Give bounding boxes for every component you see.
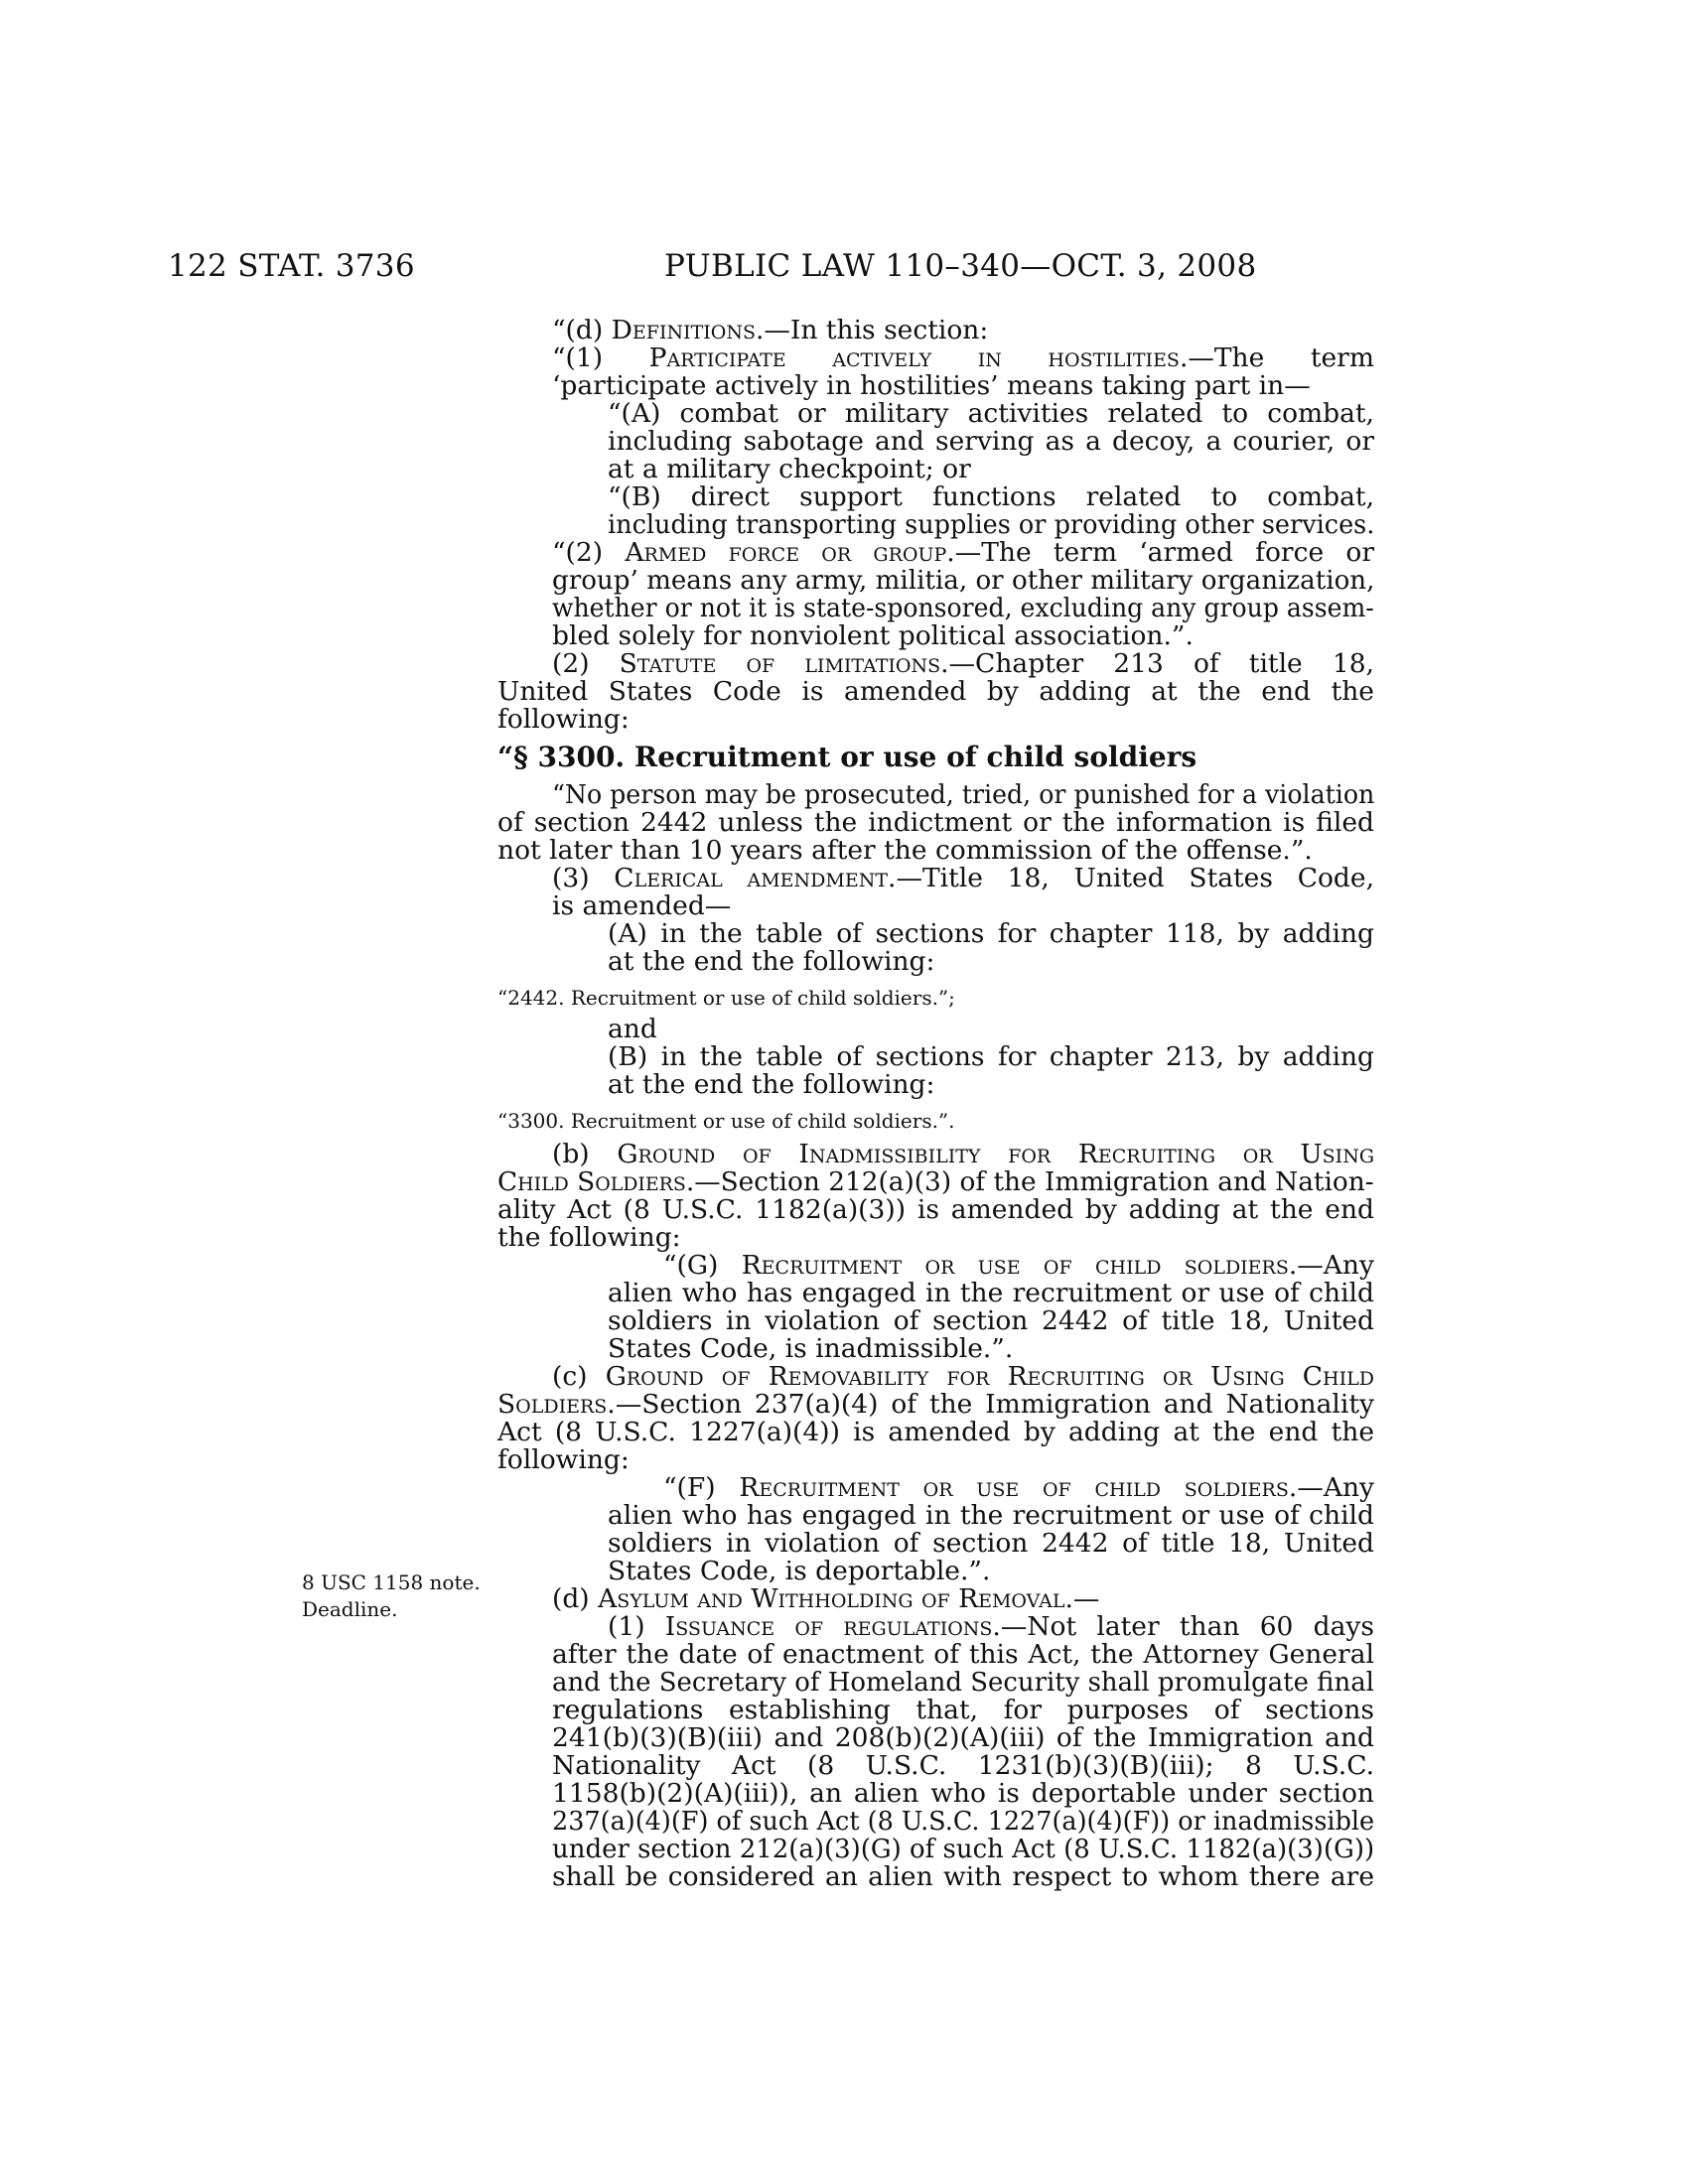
text-line: States Code, is inadmissible.”.: [608, 1333, 1014, 1364]
text-line: whether or not it is state-sponsored, excluding any group assem-: [552, 593, 1374, 623]
text-line: alien who has engaged in the recruitment or use of child: [608, 1278, 1374, 1308]
text-line: United States Code is amended by adding at the end the: [497, 676, 1374, 707]
text-line: ality Act (8 U.S.C. 1182(a)(3)) is amended by adding at the end: [497, 1194, 1374, 1225]
text-line: “No person may be prosecuted, tried, or punished for a violation: [552, 779, 1375, 810]
text-line: soldiers in violation of section 2442 of title 18, United: [608, 1305, 1374, 1336]
text-line: “(B) direct support functions related to combat,: [608, 481, 1374, 512]
text-line: (1) Issuance of regulations.—Not later than 60 days: [608, 1611, 1374, 1642]
text-line: (c) Ground of Removability for Recruiting or Using Child: [552, 1361, 1374, 1392]
text-line: at the end the following:: [608, 1069, 935, 1100]
text-line: Child Soldiers.—Section 212(a)(3) of the Immigration and Nation-: [497, 1166, 1374, 1197]
text-line: following:: [497, 1444, 630, 1475]
text-line: of section 2442 unless the indictment or the information is filed: [497, 807, 1374, 838]
text-line: (A) in the table of sections for chapter 118, by adding: [608, 918, 1374, 949]
text-line: bled solely for nonviolent political association.”.: [552, 620, 1194, 651]
text-line: group’ means any army, militia, or other military organization,: [552, 565, 1375, 596]
text-line: “(A) combat or military activities related to combat,: [608, 398, 1374, 429]
text-line: under section 212(a)(3)(G) of such Act (8 U.S.C. 1182(a)(3)(G)): [552, 1834, 1375, 1864]
text-line: Soldiers.—Section 237(a)(4) of the Immigration and Nationality: [497, 1389, 1374, 1420]
text-line: “(F) Recruitment or use of child soldiers.—Any: [663, 1472, 1374, 1503]
text-line: “(d) Definitions.—In this section:: [552, 315, 989, 345]
margin-note-usc: 8 USC 1158 note.: [302, 1570, 481, 1594]
text-line: soldiers in violation of section 2442 of title 18, United: [608, 1528, 1374, 1559]
text-line: shall be considered an alien with respect to whom there are: [552, 1861, 1374, 1892]
text-line: at the end the following:: [608, 946, 935, 977]
text-line: following:: [497, 704, 630, 735]
text-line: 237(a)(4)(F) of such Act (8 U.S.C. 1227(a)(4)(F)) or inadmissible: [552, 1806, 1375, 1837]
text-line: including transporting supplies or providing other services.: [608, 509, 1375, 540]
text-line: (b) Ground of Inadmissibility for Recruiting or Using: [552, 1139, 1374, 1169]
margin-note-deadline: Deadline.: [302, 1597, 398, 1621]
text-line: the following:: [497, 1222, 681, 1253]
text-line: “(G) Recruitment or use of child soldiers.—Any: [663, 1250, 1374, 1281]
table-entry: “2442. Recruitment or use of child soldiers.”;: [497, 986, 955, 1010]
text-line: and the Secretary of Homeland Security shall promulgate final: [552, 1667, 1374, 1698]
text-line: (2) Statute of limitations.—Chapter 213 of title 18,: [552, 648, 1374, 679]
text-line: 1158(b)(2)(A)(iii)), an alien who is deportable under section: [552, 1778, 1374, 1809]
text-line: not later than 10 years after the commission of the offense.”.: [497, 835, 1313, 866]
text-line: (d) Asylum and Withholding of Removal.—: [552, 1583, 1100, 1614]
page-running-title: PUBLIC LAW 110–340—OCT. 3, 2008: [664, 248, 1257, 284]
table-entry: “3300. Recruitment or use of child soldiers.”.: [497, 1109, 955, 1133]
text-line: and: [608, 1014, 657, 1044]
text-line: after the date of enactment of this Act, the Attorney General: [552, 1639, 1374, 1670]
text-line: including sabotage and serving as a decoy, a courier, or: [608, 426, 1374, 457]
text-line: Nationality Act (8 U.S.C. 1231(b)(3)(B)(iii); 8 U.S.C.: [552, 1750, 1374, 1781]
text-line: 241(b)(3)(B)(iii) and 208(b)(2)(A)(iii) of the Immigration and: [552, 1722, 1374, 1753]
text-line: ‘participate actively in hostilities’ means taking part in—: [552, 370, 1311, 401]
text-line: (B) in the table of sections for chapter 213, by adding: [608, 1041, 1374, 1072]
text-line: Act (8 U.S.C. 1227(a)(4)) is amended by adding at the end the: [497, 1417, 1374, 1447]
text-line: “(2) Armed force or group.—The term ‘armed force or: [552, 537, 1374, 568]
text-line: at a military checkpoint; or: [608, 454, 971, 484]
text-line: alien who has engaged in the recruitment or use of child: [608, 1500, 1374, 1531]
page-stat-citation: 122 STAT. 3736: [168, 248, 415, 284]
text-line: “(1) Participate actively in hostilities.—The term: [552, 342, 1374, 373]
text-line: (3) Clerical amendment.—Title 18, United States Code,: [552, 863, 1374, 893]
text-line: is amended—: [552, 890, 732, 921]
section-heading: “§ 3300. Recruitment or use of child soldiers: [497, 741, 1197, 773]
text-line: regulations establishing that, for purposes of sections: [552, 1695, 1374, 1725]
text-line: States Code, is deportable.”.: [608, 1556, 991, 1586]
